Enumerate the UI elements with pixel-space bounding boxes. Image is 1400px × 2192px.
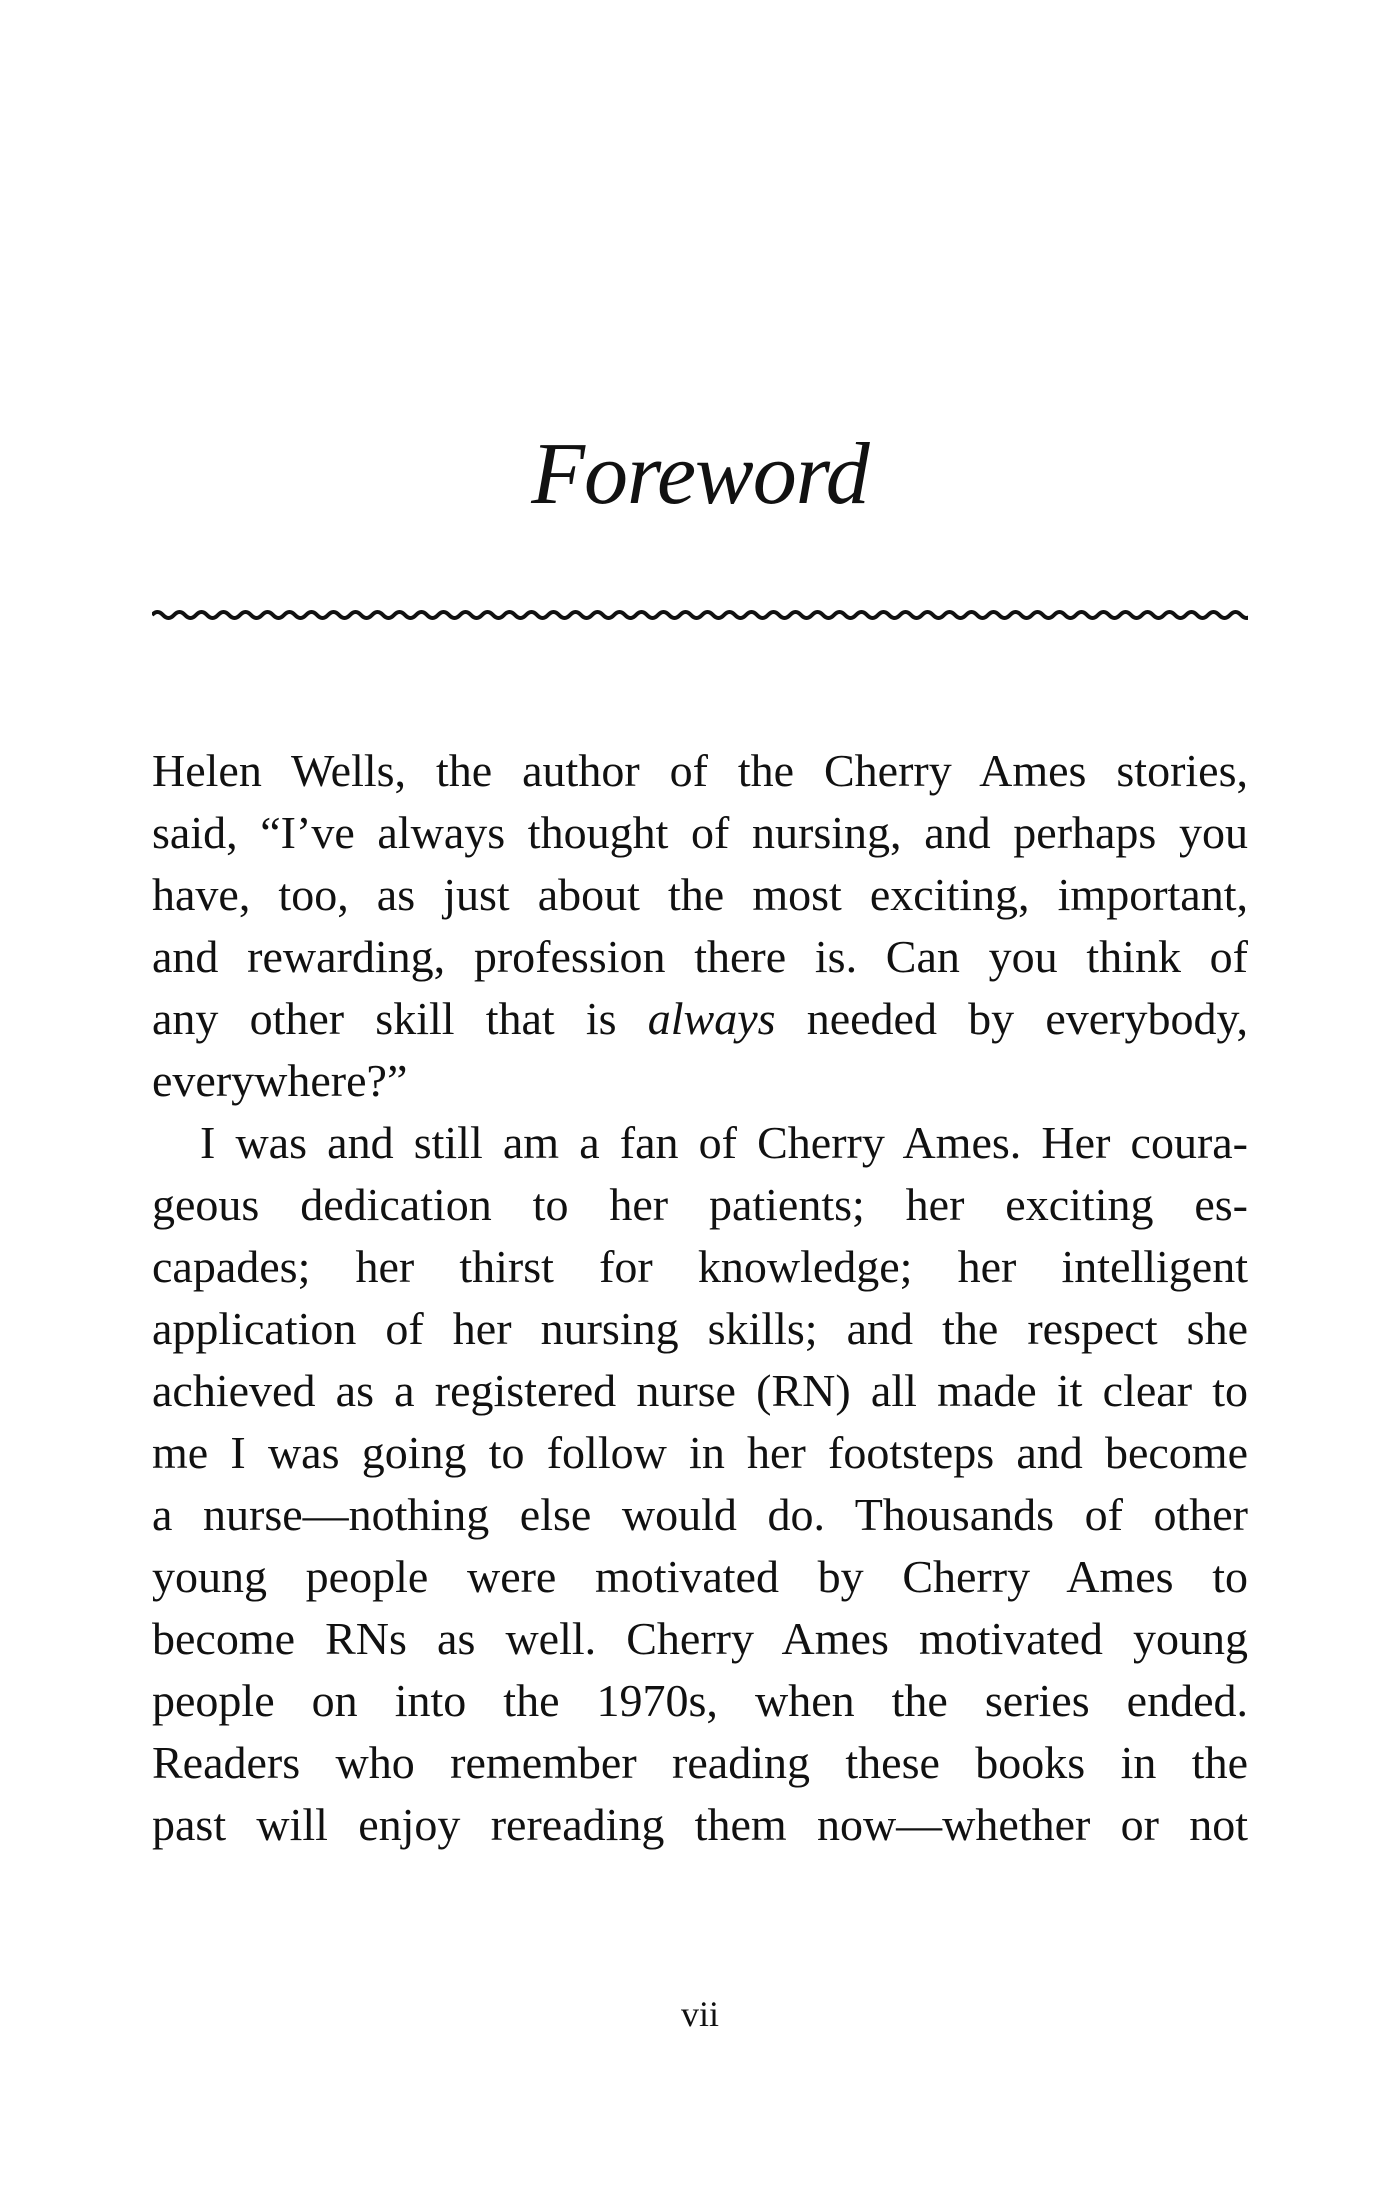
body-text <box>152 740 1248 1856</box>
emphasized-word: always <box>647 993 776 1044</box>
text-line: said, “I’ve always thought of nursing, and perhaps you <box>152 807 1248 858</box>
wavy-rule-ornament <box>152 600 1248 630</box>
text-line: everywhere?” <box>152 1055 408 1106</box>
text-line: geous dedication to her patients; her exciting es- <box>152 1179 1248 1230</box>
text-line: and rewarding, profession there is. Can you think of <box>152 931 1248 982</box>
text-line: achieved as a registered nurse (RN) all made it clear to <box>152 1365 1248 1416</box>
chapter-title: Foreword <box>531 426 869 523</box>
text-line: people on into the 1970s, when the series ended. <box>152 1675 1248 1726</box>
text-line: me I was going to follow in her footsteps and become <box>152 1427 1248 1478</box>
text-run: any other skill that is <box>152 993 648 1044</box>
text-line: Readers who remember reading these books in the <box>152 1737 1248 1788</box>
text-line: Helen Wells, the author of the Cherry Ames stories, <box>152 745 1248 796</box>
text-line: young people were motivated by Cherry Ames to <box>152 1551 1248 1602</box>
page-number: vii <box>680 1994 719 2034</box>
text-line: become RNs as well. Cherry Ames motivated young <box>152 1613 1248 1664</box>
text-line: past will enjoy rereading them now—whether or not <box>152 1799 1248 1850</box>
text-run: needed by everybody, <box>775 993 1248 1044</box>
text-line: capades; her thirst for knowledge; her intelligent <box>152 1241 1248 1292</box>
text-line: application of her nursing skills; and the respect she <box>152 1303 1248 1354</box>
text-line: have, too, as just about the most exciting, important, <box>152 869 1248 920</box>
text-line: I was and still am a fan of Cherry Ames. Her coura- <box>200 1117 1248 1168</box>
text-line: a nurse—nothing else would do. Thousands of other <box>152 1489 1248 1540</box>
text-line-with-emphasis <box>152 988 1248 1050</box>
